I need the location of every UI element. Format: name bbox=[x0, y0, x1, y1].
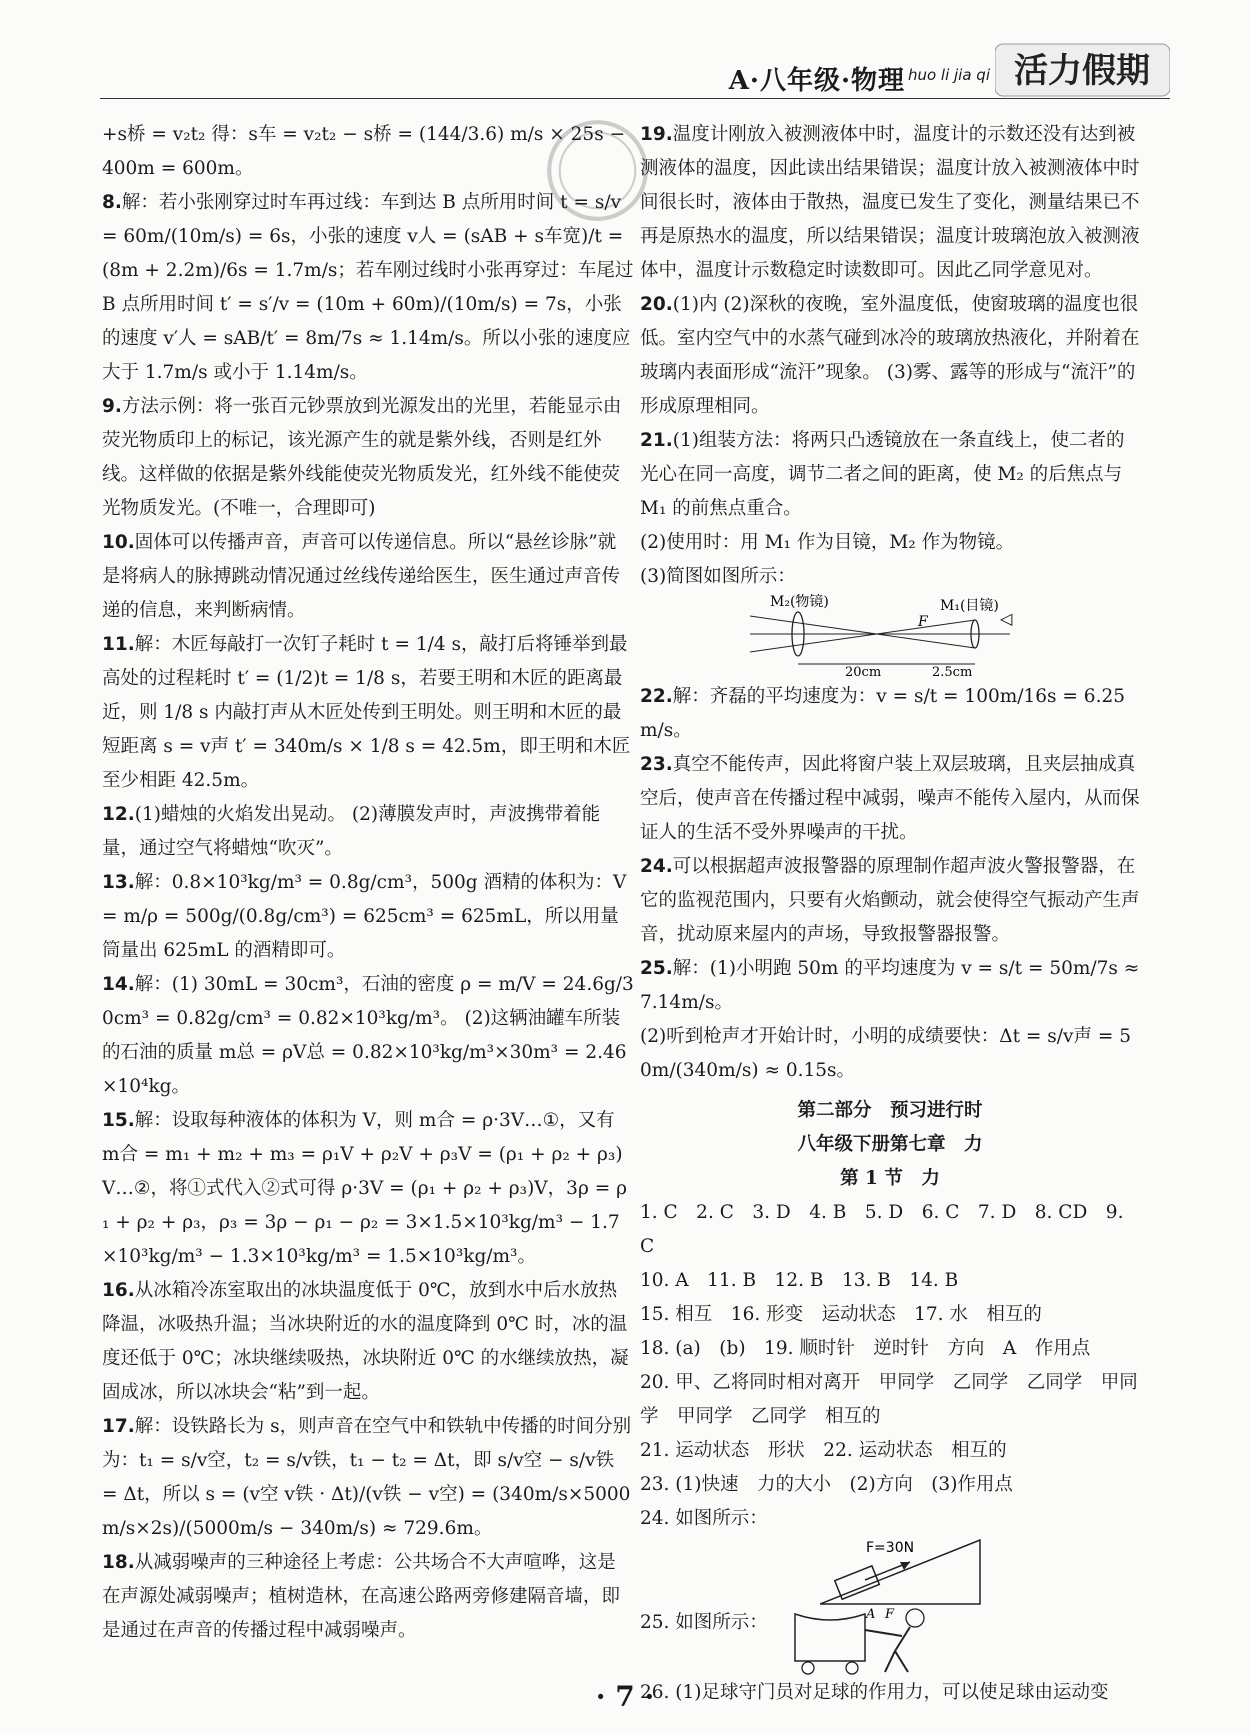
fill-answers-18-19: 18. (a) (b) 19. 顺时针 逆时针 方向 A 作用点 bbox=[640, 1338, 1091, 1359]
fill-answers-21-22: 21. 运动状态 形状 22. 运动状态 相互的 bbox=[640, 1440, 1007, 1461]
point-a-label: A bbox=[866, 1607, 876, 1622]
choice-answers-row-1: 1. C 2. C 3. D 4. B 5. D 6. C 7. D 8. CD 9. C bbox=[640, 1202, 1130, 1257]
focus-label: F bbox=[918, 614, 928, 630]
force-f-label: F bbox=[885, 1607, 895, 1622]
answer-24: 24.可以根据超声波报警器的原理制作超声波火警报警器，在它的监视范围内，只要有火焰颤动，就会使得空气振动产生声音，扰动原来屋内的声场，导致报警器报警。 bbox=[640, 856, 1140, 945]
answer-23: 23.真空不能传声，因此将窗户装上双层玻璃，且夹层抽成真空后，使声音在传播过程中减弱，噪声不能传入屋内，从而保证人的生活不受外界噪声的干扰。 bbox=[640, 754, 1140, 843]
distance-1: 20cm bbox=[845, 665, 882, 680]
page-header bbox=[100, 48, 1170, 99]
right-column bbox=[640, 118, 1140, 1710]
fill-answers-23: 23. (1)快速 力的大小 (2)方向 (3)作用点 bbox=[640, 1474, 1013, 1495]
fill-answers-15-17: 15. 相互 16. 形变 运动状态 17. 水 相互的 bbox=[640, 1304, 1042, 1325]
header-title: A·八年级·物理 bbox=[728, 66, 905, 96]
header-pinyin: huo li jia qi bbox=[907, 66, 990, 84]
brand-logo bbox=[995, 42, 1170, 98]
incline-force-diagram bbox=[820, 1536, 990, 1606]
answer-17: 17.解：设铁路长为 s，则声音在空气中和铁轨中传播的时间分别为：t₁ = s/v空，t₂ = s/v铁，t₁ − t₂ = Δt，即 s/v空 − s/v铁 = Δt，所以 s = (v空 v铁 · Δt)/(v铁 − v空) = (340m/s×5000m/s×2s)/(5000m/s − 340m/s) ≈ 729.6m。 bbox=[102, 1416, 632, 1539]
answer-26: 26. (1)足球守门员对足球的作用力，可以使足球由运动变 bbox=[640, 1682, 1109, 1703]
choice-answers-row-2: 10. A 11. B 12. B 13. B 14. B bbox=[640, 1270, 959, 1291]
answer-12: 12.(1)蜡烛的火焰发出晃动。 (2)薄膜发声时，声波携带着能量，通过空气将蜡烛“吹灭”。 bbox=[102, 804, 601, 859]
answer-19: 19.温度计刚放入被测液体中时，温度计的示数还没有达到被测液体的温度，因此读出结果错误；温度计放入被测液体中时间很长时，液体由于散热，温度已发生了变化，测量结果已不再是原热水的温度，所以结果错误；温度计玻璃泡放入被测液体中，温度计示数稳定时读数即可。因此乙同学意见对。 bbox=[640, 124, 1140, 281]
eye-icon: ◁ bbox=[1000, 609, 1013, 628]
fill-answers-20: 20. 甲、乙将同时相对离开 甲同学 乙同学 乙同学 甲同学 甲同学 乙同学 相互的 bbox=[640, 1372, 1138, 1427]
answer-18: 18.从减弱噪声的三种途径上考虑：公共场合不大声喧哗，这是在声源处减弱噪声；植树造林，在高速公路两旁修建隔音墙，即是通过在声音的传播过程中减弱噪声。 bbox=[102, 1552, 621, 1641]
answer-15: 15.解：设取每种液体的体积为 V，则 m合 = ρ·3V…①，又有 m合 = m₁ + m₂ + m₃ = ρ₁V + ρ₂V + ρ₃V = (ρ₁ + ρ₂ + ρ₃)V…②，将①式代入②式可得 ρ·3V = (ρ₁ + ρ₂ + ρ₃)V，3ρ = ρ₁ + ρ₂ + ρ₃，ρ₃ = 3ρ − ρ₁ − ρ₂ = 3×1.5×10³kg/m³ − 1.7×10³kg/m³ − 1.3×10³kg/m³ = 1.5×10³kg/m³。 bbox=[102, 1110, 627, 1267]
cart-push-diagram bbox=[790, 1606, 960, 1676]
answer-11: 11.解：木匠每敲打一次钉子耗时 t = 1/4 s，敲打后将锤举到最高处的过程耗时 t′ = (1/2)t = 1/8 s，若要王明和木匠的距离最近，则 1/8 s 内敲打声从木匠处传到王明处。则王明和木匠的最短距离 s = v声 t′ = 340m/s × 1/8 s = 42.5m，即王明和木匠至少相距 42.5m。 bbox=[102, 634, 631, 791]
answer-10: 10.固体可以传播声音，声音可以传递信息。所以“悬丝诊脉”就是将病人的脉搏跳动情况通过丝线传递给医生，医生通过声音传递的信息，来判断病情。 bbox=[102, 532, 621, 621]
answer-16: 16.从冰箱冷冻室取出的冰块温度低于 0℃，放到水中后水放热降温，冰吸热升温；当冰块附近的水的温度降到 0℃ 时，冰的温度还低于 0℃；冰块继续吸热，冰块附近 0℃ 的水继续放热，凝固成冰，所以冰块会“粘”到一起。 bbox=[102, 1280, 629, 1403]
section-title: 第 1 节 力 bbox=[840, 1168, 940, 1189]
left-column bbox=[102, 118, 640, 1648]
answer-7-cont: +s桥 = v₂t₂ 得：s车 = v₂t₂ − s桥 = (144/3.6) m/s × 25s − 400m = 600m。 bbox=[102, 124, 631, 179]
answer-24-intro: 24. 如图所示： bbox=[640, 1508, 768, 1529]
answer-22: 22.解：齐磊的平均速度为：v = s/t = 100m/16s = 6.25m/s。 bbox=[640, 686, 1125, 741]
answer-21: 21.(1)组装方法：将两只凸透镜放在一条直线上，使二者的光心在同一高度，调节二者之间的距离，使 M₂ 的后焦点与 M₁ 的前焦点重合。 (2)使用时：用 M₁ 作为目镜，M₂ 作为物镜。 (3)简图如图所示： bbox=[640, 430, 1125, 587]
m2-label: M₂(物镜) bbox=[770, 594, 829, 610]
force-label: F=30N bbox=[866, 1540, 915, 1556]
m1-label: M₁(目镜) bbox=[940, 598, 999, 614]
answer-13: 13.解：0.8×10³kg/m³ = 0.8g/cm³，500g 酒精的体积为：V = m/ρ = 500g/(0.8g/cm³) = 625cm³ = 625mL，所以用量筒量出 625mL 的酒精即可。 bbox=[102, 872, 633, 961]
answer-14: 14.解：(1) 30mL = 30cm³，石油的密度 ρ = m/V = 24.6g/30cm³ = 0.82g/cm³ = 0.82×10³kg/m³。 (2)这辆油罐车所装的石油的质量 m总 = ρV总 = 0.82×10³kg/m³×30m³ = 2.46×10⁴kg。 bbox=[102, 974, 634, 1097]
answer-25: 25.解：(1)小明跑 50m 的平均速度为 v = s/t = 50m/7s ≈ 7.14m/s。 (2)听到枪声才开始计时，小明的成绩要快：Δt = s/v声 = 50m/(340m/s) ≈ 0.15s。 bbox=[640, 958, 1140, 1081]
logo-text: 活力假期 bbox=[1014, 51, 1150, 91]
telescope-diagram bbox=[750, 594, 1030, 680]
chapter-title: 八年级下册第七章 力 bbox=[797, 1134, 983, 1155]
distance-2: 2.5cm bbox=[932, 665, 973, 680]
answer-25-intro: 25. 如图所示： bbox=[640, 1612, 768, 1633]
part-title: 第二部分 预习进行时 bbox=[797, 1100, 983, 1121]
answer-9: 9.方法示例：将一张百元钞票放到光源发出的光里，若能显示由荧光物质印上的标记，该光源产生的就是紫外线，否则是红外线。这样做的依据是紫外线能使荧光物质发光，红外线不能使荧光物质发光。(不唯一，合理即可) bbox=[102, 396, 622, 519]
page-number: · 7 · bbox=[595, 1680, 655, 1713]
answer-20: 20.(1)内 (2)深秋的夜晚，室外温度低，使窗玻璃的温度也很低。室内空气中的水蒸气碰到冰冷的玻璃放热液化，并附着在玻璃内表面形成“流汗”现象。 (3)雾、露等的形成与“流汗”的形成原理相同。 bbox=[640, 294, 1140, 417]
answer-8: 8.解：若小张刚穿过时车再过线：车到达 B 点所用时间 t = s/v = 60m/(10m/s) = 6s，小张的速度 v人 = (sAB + s车宽)/t = (8m + 2.2m)/6s = 1.7m/s；若车刚过线时小张再穿过：车尾过 B 点所用时间 t′ = s′/v = (10m + 60m)/(10m/s) = 7s，小张的速度 v′人 = sAB/t′ = 8m/7s ≈ 1.14m/s。所以小张的速度应大于 1.7m/s 或小于 1.14m/s。 bbox=[102, 192, 640, 383]
